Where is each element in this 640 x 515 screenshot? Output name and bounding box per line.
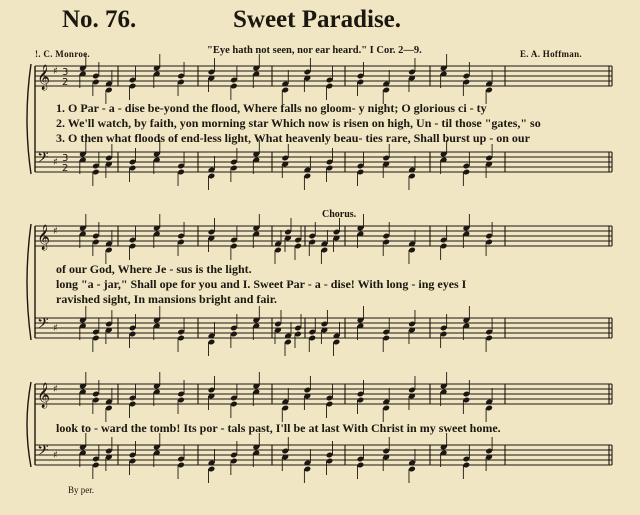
verse-line-1-3: 3. O then what floods of end-less light, What heavenly beau- ties rare, Shall burst up - on our — [56, 131, 530, 145]
system-brace — [27, 224, 31, 340]
time-signature-icon: 3 — [62, 67, 69, 78]
treble-clef-icon: 𝄞 — [37, 383, 51, 408]
chorus-label: Chorus. — [322, 209, 357, 220]
hymn-title: Sweet Paradise. — [233, 6, 402, 33]
lyricist-credit: !. C. Monroe. — [35, 49, 90, 59]
key-signature-icon: ♯ — [53, 384, 58, 395]
time-signature-icon: 2 — [62, 163, 69, 174]
key-signature-icon: ♯ — [53, 450, 58, 461]
verse-line-1-1: 1. O Par - a - dise be-yond the flood, Where falls no gloom- y night; O glorious ci - ty — [56, 101, 487, 115]
verse-line-3-1: look to - ward the tomb! Its por - tals past, I'll be at last With Christ in my sweet home. — [56, 421, 501, 435]
key-signature-icon: ♯ — [53, 226, 58, 237]
key-signature-icon: ♯ — [53, 157, 58, 168]
verse-line-2-1: of our God, Where Je - sus is the light. — [56, 262, 252, 276]
treble-clef-icon: 𝄞 — [37, 225, 51, 250]
bass-clef-icon: 𝄢 — [37, 442, 49, 463]
verse-line-1-2: 2. We'll watch, by faith, yon morning star Which now is risen on high, Un - til those "gates," so — [56, 116, 541, 130]
bass-clef-icon: 𝄢 — [37, 149, 49, 170]
scripture-reference: "Eye hath not seen, nor ear heard." I Cor. 2—9. — [207, 45, 422, 56]
verse-line-2-2: long "a - jar," Shall ope for you and I. Sweet Par - a - dise! With long - ing eyes I — [56, 277, 467, 291]
system-brace — [27, 64, 31, 174]
time-signature-icon: 2 — [62, 77, 69, 88]
system-brace — [27, 382, 31, 467]
key-signature-icon: ♯ — [53, 66, 58, 77]
treble-clef-icon: 𝄞 — [37, 65, 51, 90]
permission-note: By per. — [68, 485, 94, 495]
composer-credit: E. A. Hoffman. — [520, 49, 582, 59]
bass-clef-icon: 𝄢 — [37, 315, 49, 336]
key-signature-icon: ♯ — [53, 323, 58, 334]
verse-line-2-3: ravished sight, In mansions bright and fair. — [56, 292, 277, 306]
time-signature-icon: 3 — [62, 153, 69, 164]
hymn-number: No. 76. — [62, 6, 137, 33]
